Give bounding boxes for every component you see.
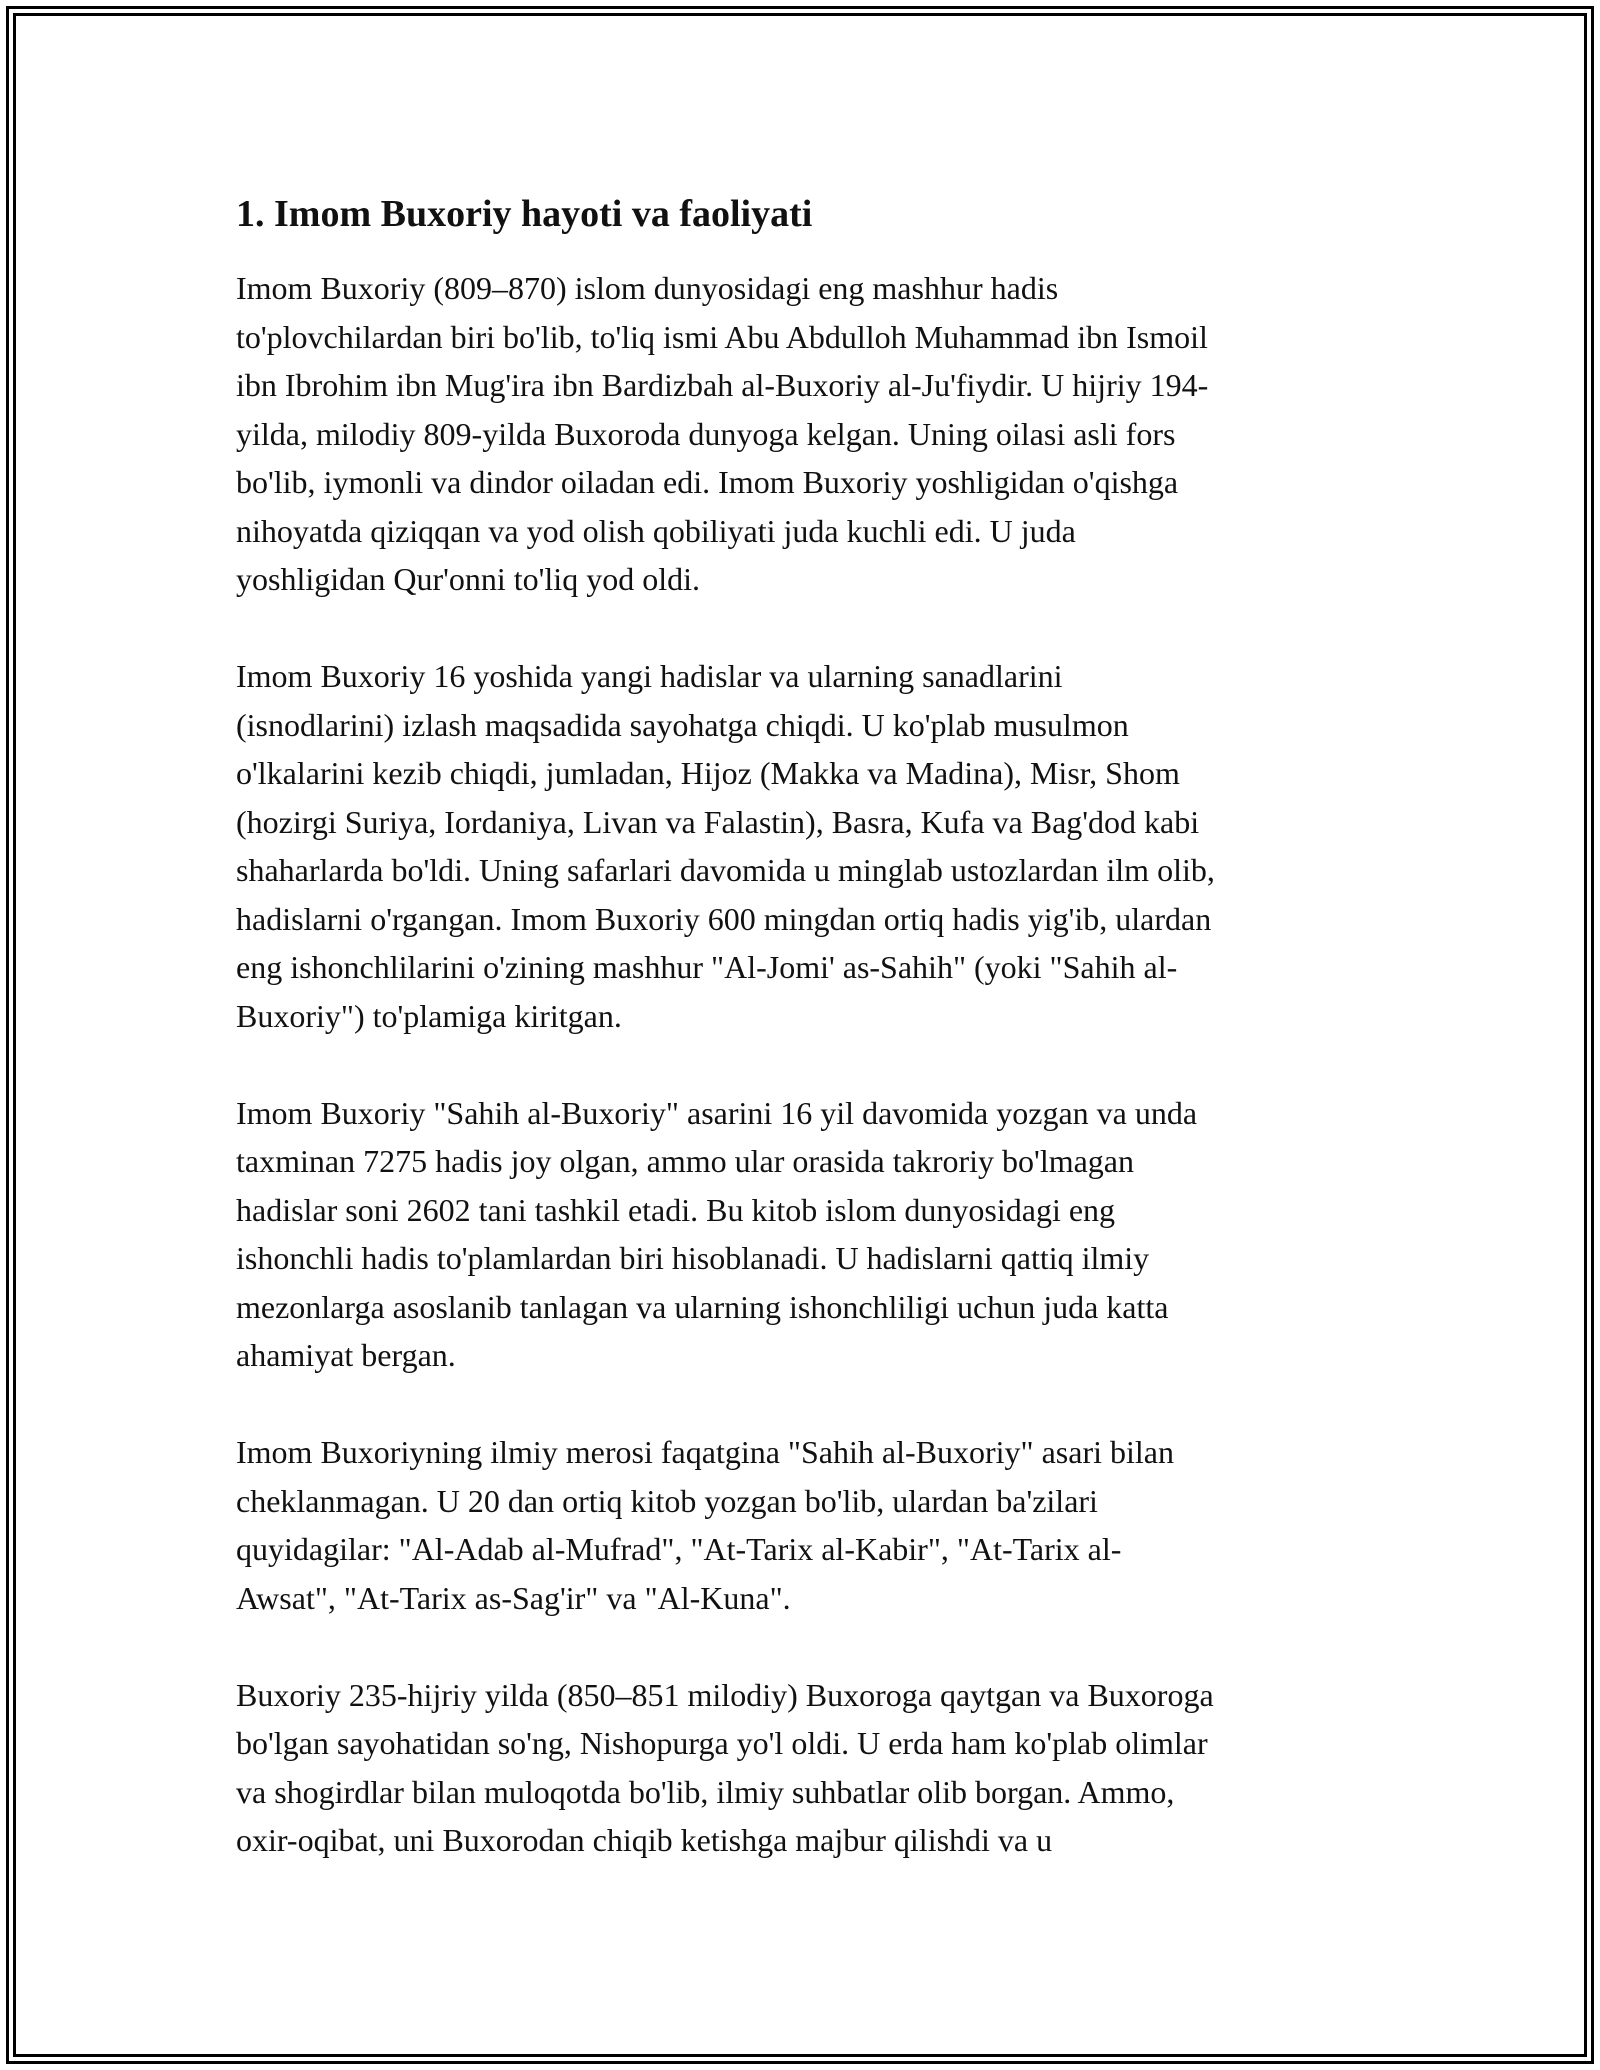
text-line: bo'lgan sayohatidan so'ng, Nishopurga yo'l oldi. U erda ham ko'plab olimlar [236, 1725, 1208, 1761]
text-line: nihoyatda qiziqqan va yod olish qobiliyati juda kuchli edi. U juda [236, 512, 1076, 549]
text-line: eng ishonchlilarini o'zining mashhur "Al-Jomi' as-Sahih" (yoki "Sahih al- [236, 949, 1178, 985]
text-line: Imom Buxoriy 16 yoshida yangi hadislar va ularning sanadlarini [236, 658, 1063, 694]
document-body [236, 186, 1366, 1913]
text-line: ishonchli hadis to'plamlardan biri hisoblanadi. U hadislarni qattiq ilmiy [236, 1240, 1150, 1276]
text-line: va shogirdlar bilan muloqotda bo'lib, ilmiy suhbatlar olib borgan. Ammo, [236, 1773, 1175, 1810]
text-line: ahamiyat bergan. [236, 1337, 456, 1373]
paragraph-5 [236, 1671, 1366, 1865]
text-line: hadislar soni 2602 tani tashkil etadi. Bu kitob islom dunyosidagi eng [236, 1191, 1116, 1228]
text-line: yoshligidan Qur'onni to'liq yod oldi. [236, 561, 700, 597]
text-line: oxir-oqibat, uni Buxorodan chiqib ketishga majbur qilishdi va u [236, 1822, 1053, 1858]
text-line: o'lkalarini kezib chiqdi, jumladan, Hijoz (Makka va Madina), Misr, Shom [236, 755, 1180, 791]
text-line: taxminan 7275 hadis joy olgan, ammo ular orasida takroriy bo'lmagan [236, 1143, 1134, 1179]
text-line: Buxoriy") to'plamiga kiritgan. [236, 997, 622, 1034]
text-line: Awsat", "At-Tarix as-Sag'ir" va "Al-Kuna". [236, 1579, 791, 1616]
text-line: (hozirgi Suriya, Iordaniya, Livan va Falastin), Basra, Kufa va Bag'dod kabi [236, 803, 1200, 840]
paragraph-1 [236, 264, 1366, 604]
text-line: Imom Buxoriyning ilmiy merosi faqatgina "Sahih al-Buxoriy" asari bilan [236, 1434, 1174, 1470]
text-line: ibn Ibrohim ibn Mug'ira ibn Bardizbah al-Buxoriy al-Ju'fiydir. U hijriy 194- [236, 367, 1209, 403]
text-line: hadislarni o'rgangan. Imom Buxoriy 600 mingdan ortiq hadis yig'ib, ulardan [236, 900, 1212, 937]
text-line: Imom Buxoriy "Sahih al-Buxoriy" asarini 16 yil davomida yozgan va unda [236, 1094, 1198, 1131]
section-heading: 1. Imom Buxoriy hayoti va faoliyati [236, 193, 813, 235]
text-line: Imom Buxoriy (809–870) islom dunyosidagi eng mashhur hadis [236, 270, 1059, 306]
text-line: bo'lib, iymonli va dindor oiladan edi. Imom Buxoriy yoshligidan o'qishga [236, 464, 1179, 500]
text-line: Buxoriy 235-hijriy yilda (850–851 milodiy) Buxoroga qaytgan va Buxoroga [236, 1676, 1214, 1713]
paragraph-2 [236, 652, 1366, 1040]
text-line: yilda, milodiy 809-yilda Buxoroda dunyoga kelgan. Uning oilasi asli fors [236, 415, 1176, 452]
text-line: mezonlarga asoslanib tanlagan va ularning ishonchliligi uchun juda katta [236, 1288, 1169, 1325]
paragraph-3 [236, 1089, 1366, 1380]
text-line: (isnodlarini) izlash maqsadida sayohatga chiqdi. U ko'plab musulmon [236, 706, 1129, 743]
text-line: cheklanmagan. U 20 dan ortiq kitob yozgan bo'lib, ulardan ba'zilari [236, 1482, 1098, 1519]
text-line: shaharlarda bo'ldi. Uning safarlari davomida u minglab ustozlardan ilm olib, [236, 852, 1215, 888]
text-line: to'plovchilardan biri bo'lib, to'liq ismi Abu Abdulloh Muhammad ibn Ismoil [236, 318, 1208, 355]
text-line: quyidagilar: "Al-Adab al-Mufrad", "At-Tarix al-Kabir", "At-Tarix al- [236, 1531, 1122, 1567]
paragraph-4 [236, 1428, 1366, 1622]
